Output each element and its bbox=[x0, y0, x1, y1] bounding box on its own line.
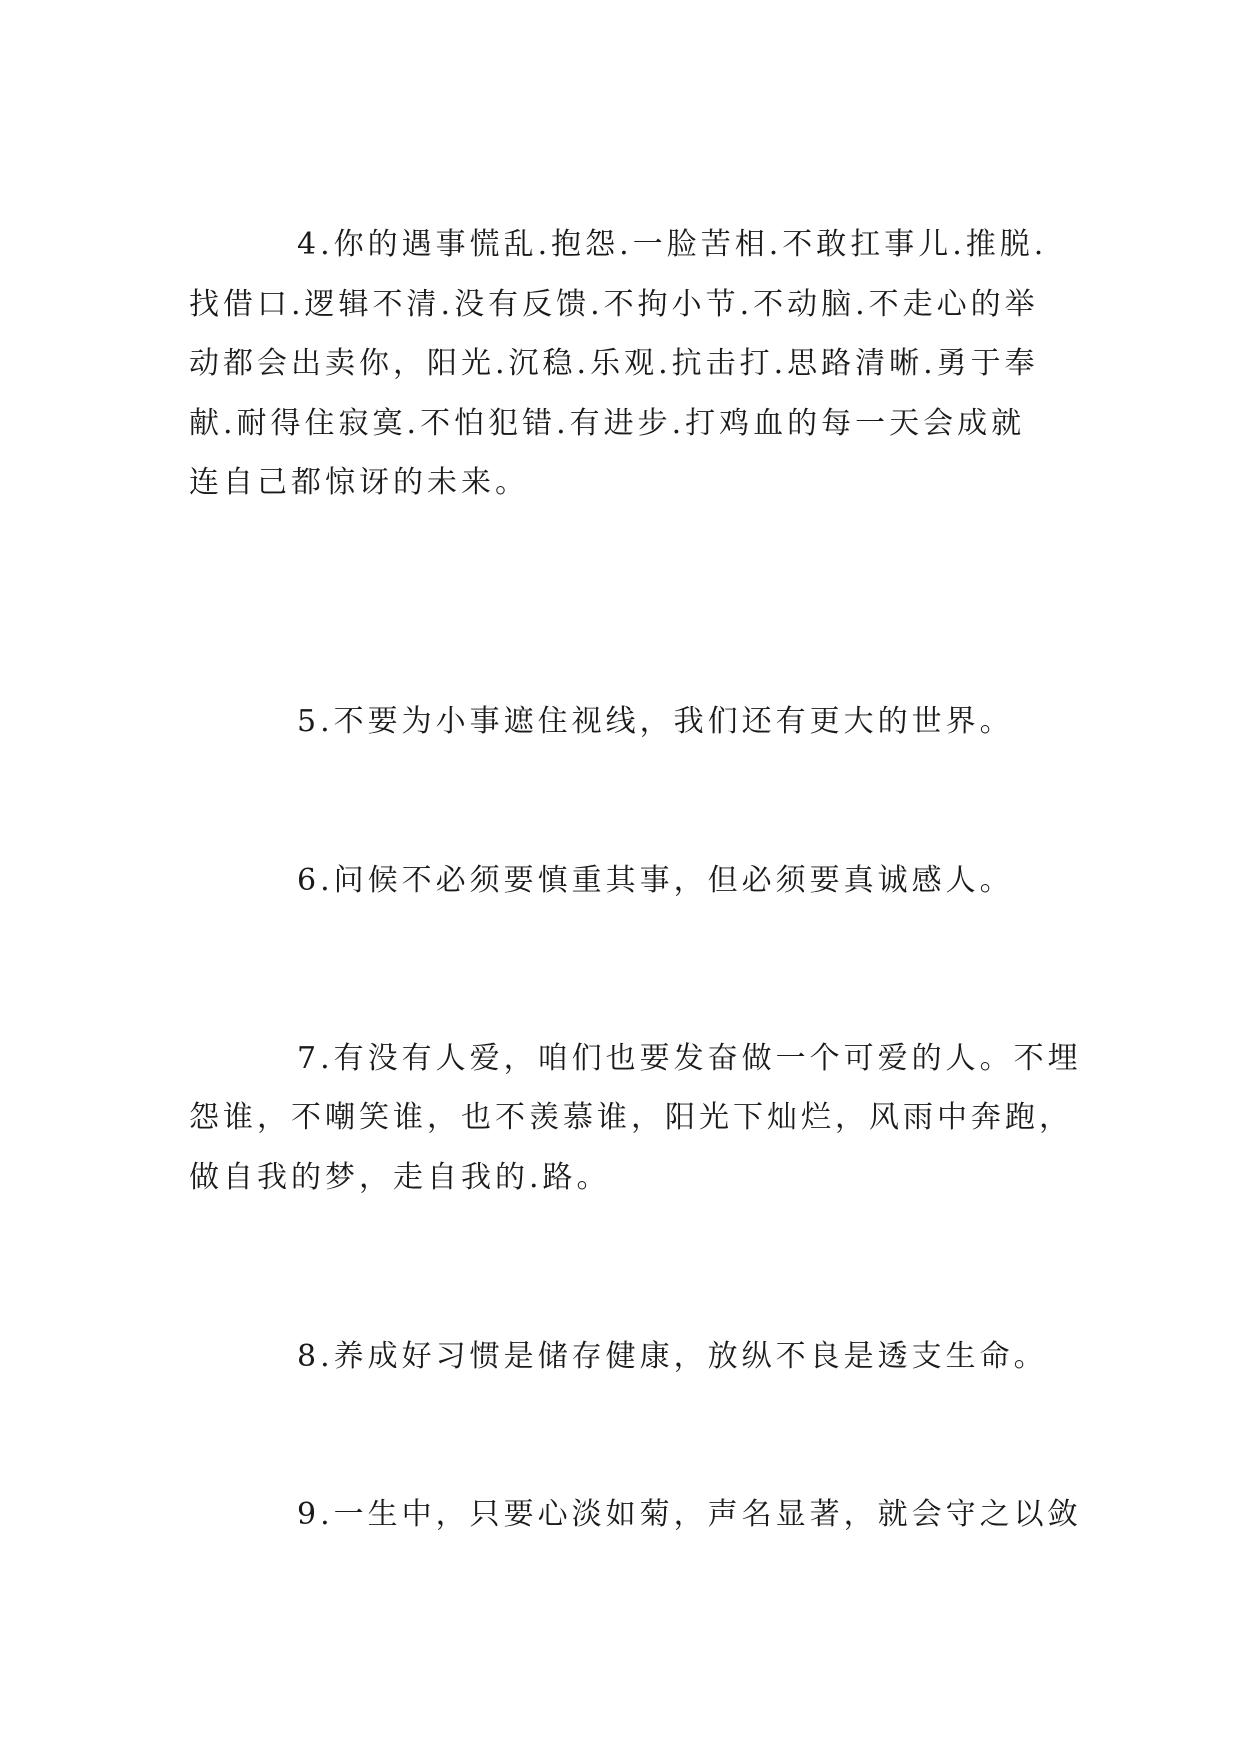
paragraph-line: 7.有没有人爱，咱们也要发奋做一个可爱的人。不埋 bbox=[297, 1041, 1082, 1076]
paragraph-line: 动都会出卖你，阳光.沉稳.乐观.抗击打.思路清晰.勇于奉 bbox=[189, 346, 1039, 381]
paragraph-line: 连自己都惊讶的未来。 bbox=[189, 465, 529, 500]
paragraph-line: 献.耐得住寂寞.不怕犯错.有进步.打鸡血的每一天会成就 bbox=[189, 406, 1026, 441]
paragraph-line: 5.不要为小事遮住视线，我们还有更大的世界。 bbox=[297, 704, 1014, 739]
paragraph-line: 4.你的遇事慌乱.抱怨.一脸苦相.不敢扛事儿.推脱. bbox=[297, 227, 1048, 262]
paragraph-line: 找借口.逻辑不清.没有反馈.不拘小节.不动脑.不走心的举 bbox=[189, 287, 1039, 322]
paragraph-line: 怨谁，不嘲笑谁，也不羡慕谁，阳光下灿烂，风雨中奔跑， bbox=[189, 1100, 1073, 1135]
paragraph-line: 做自我的梦，走自我的.路。 bbox=[189, 1160, 611, 1195]
paragraph-line: 9.一生中，只要心淡如菊，声名显著，就会守之以敛 bbox=[297, 1497, 1082, 1532]
paragraph-line: 8.养成好习惯是储存健康，放纵不良是透支生命。 bbox=[297, 1339, 1048, 1374]
paragraph-line: 6.问候不必须要慎重其事，但必须要真诚感人。 bbox=[297, 863, 1014, 898]
